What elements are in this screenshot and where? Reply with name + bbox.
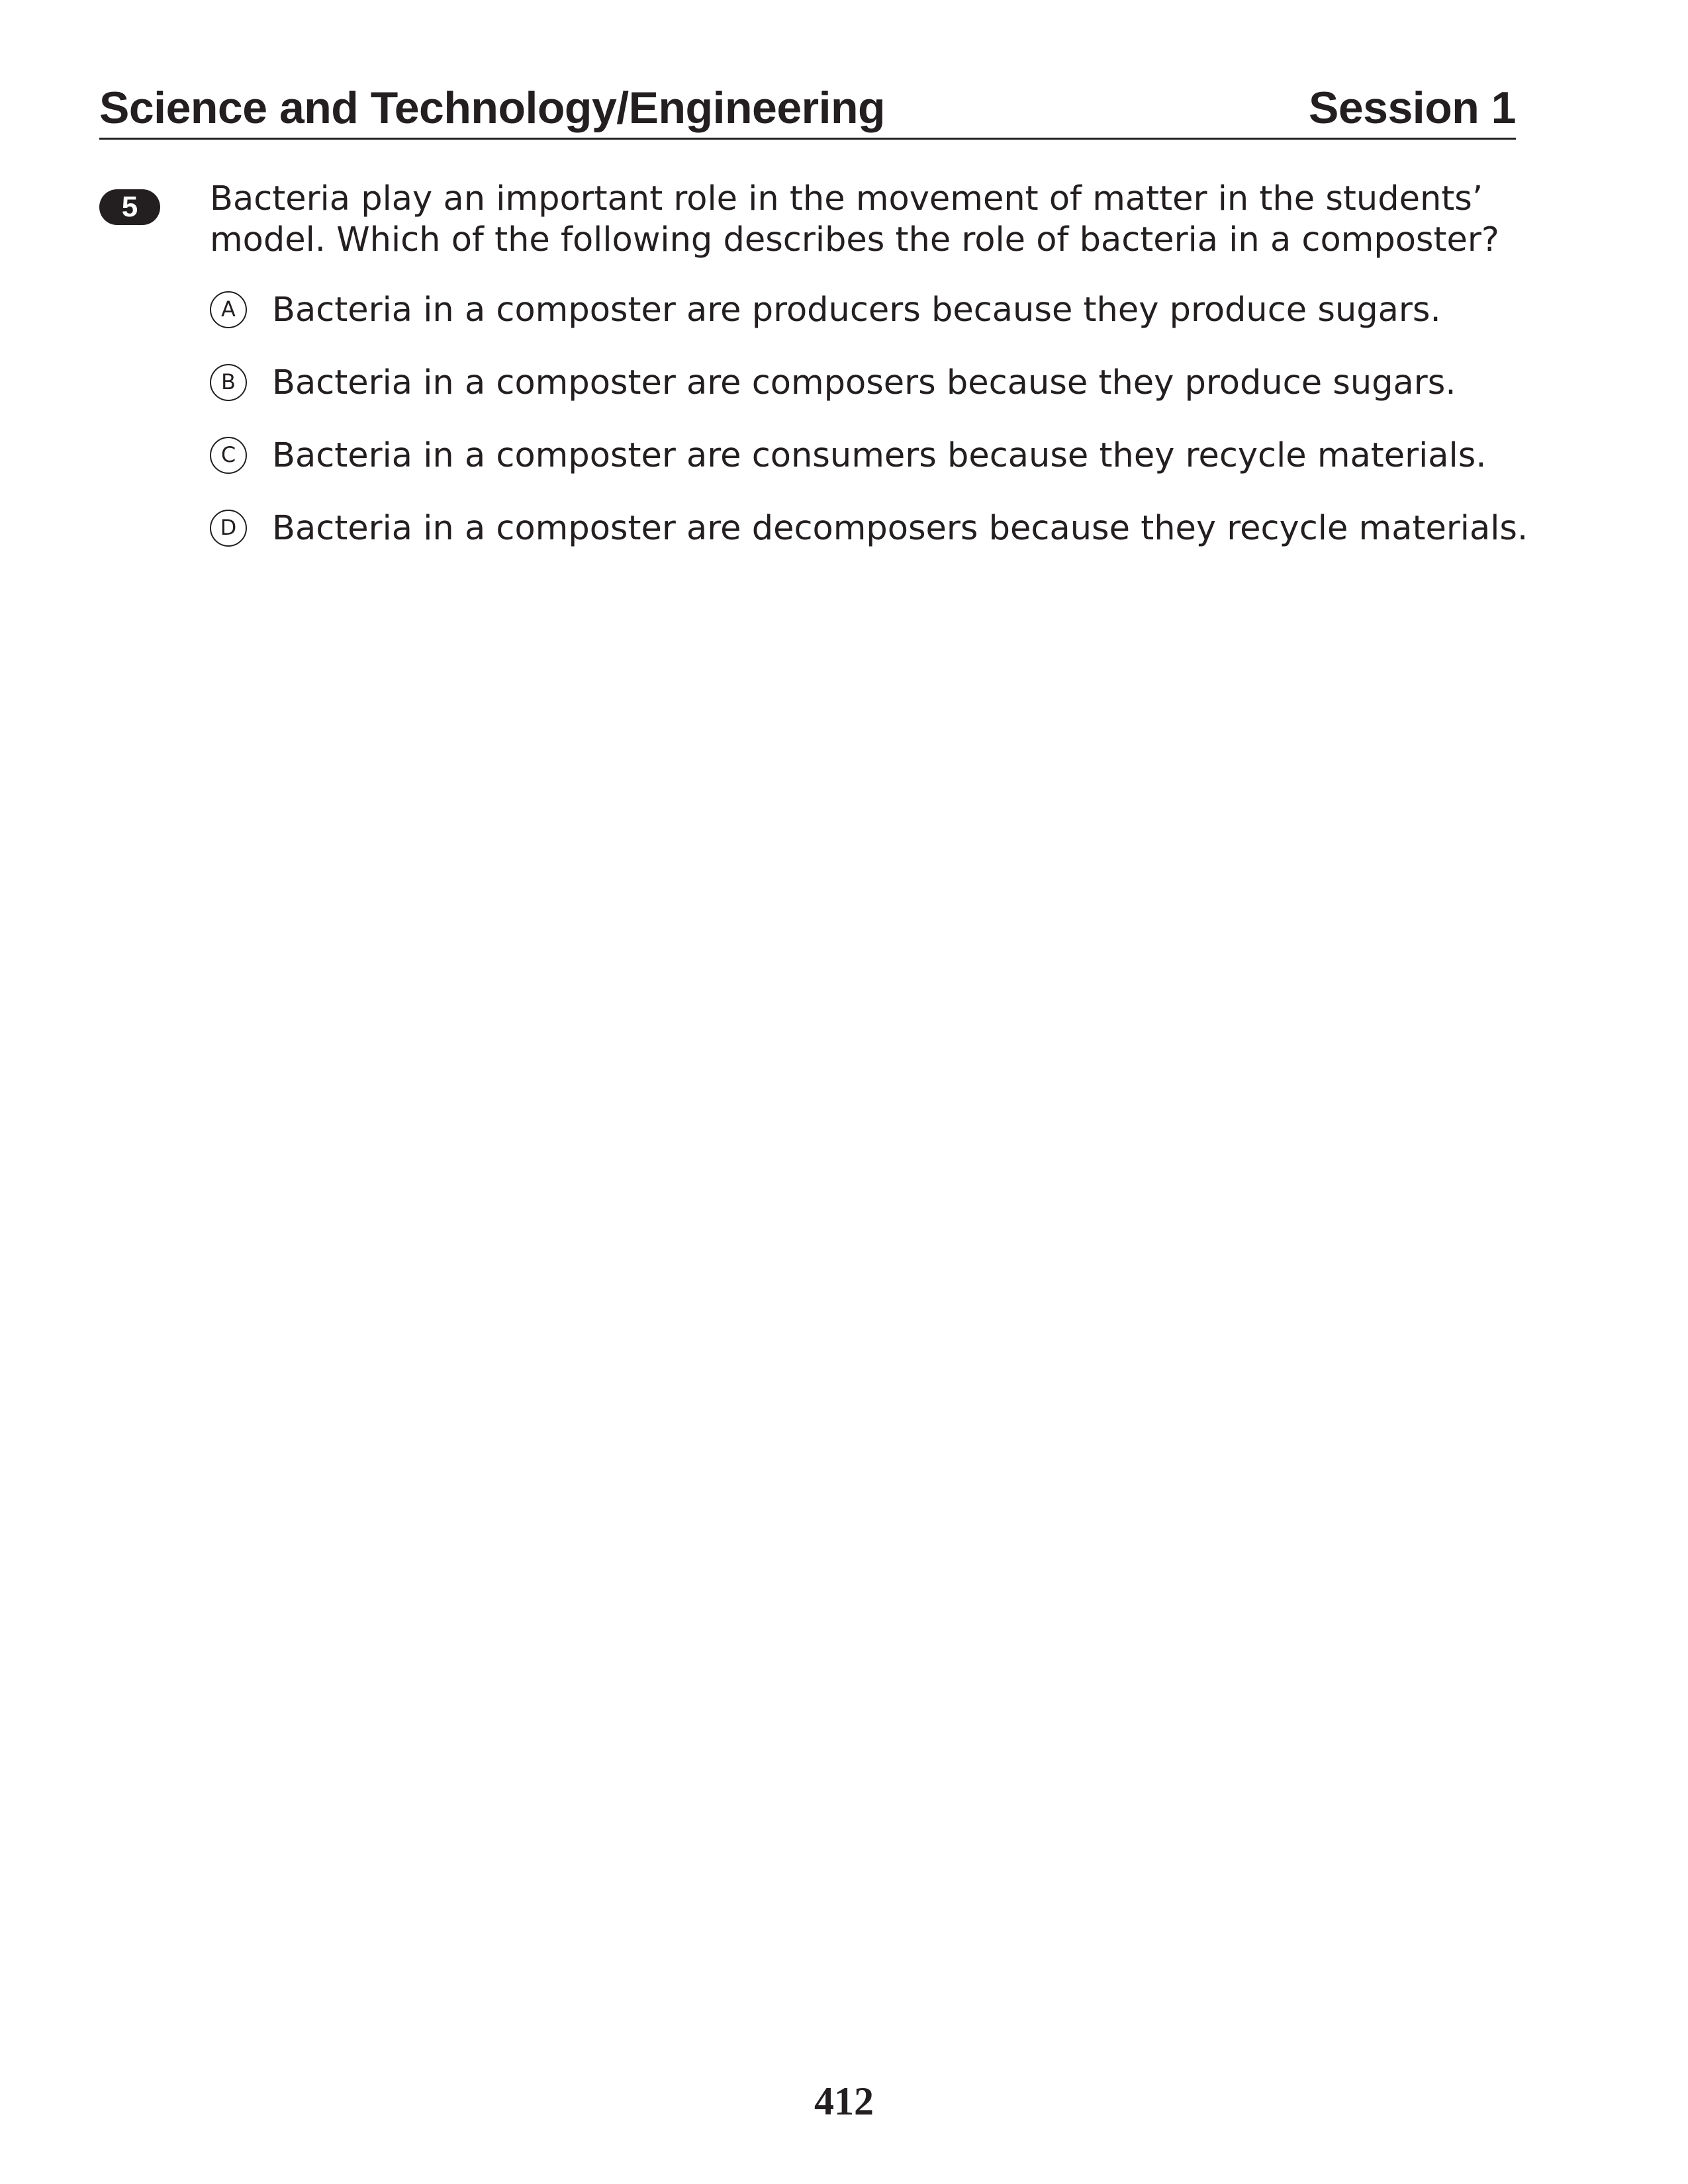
choice-b[interactable] [210,363,1534,435]
subject-title: Science and Technology/Engineering [99,83,886,133]
answer-choices [210,290,1534,581]
choice-d-text: Bacteria in a composter are decomposers because they recycle materials. [272,509,1528,548]
page-number: 412 [814,2079,874,2123]
question-number-badge: 5 [99,189,160,225]
choice-b-text: Bacteria in a composter are composers because they produce sugars. [272,363,1456,402]
choice-a-text: Bacteria in a composter are producers because they produce sugars. [272,291,1441,330]
question-stem: Bacteria play an important role in the movement of matter in the students’ model. Which of the following describes the role of bacteria in a composter? [210,179,1499,259]
choice-c[interactable] [210,435,1534,508]
choice-c-text: Bacteria in a composter are consumers because they recycle materials. [272,436,1487,475]
choice-b-bubble[interactable]: B [210,364,247,401]
choice-a[interactable] [210,290,1534,363]
page-header [99,78,1516,140]
choice-d-bubble[interactable]: D [210,510,247,547]
choice-a-bubble[interactable]: A [210,291,247,328]
choice-d[interactable] [210,508,1534,581]
choice-c-bubble[interactable]: C [210,437,247,474]
session-label: Session 1 [1309,83,1516,133]
